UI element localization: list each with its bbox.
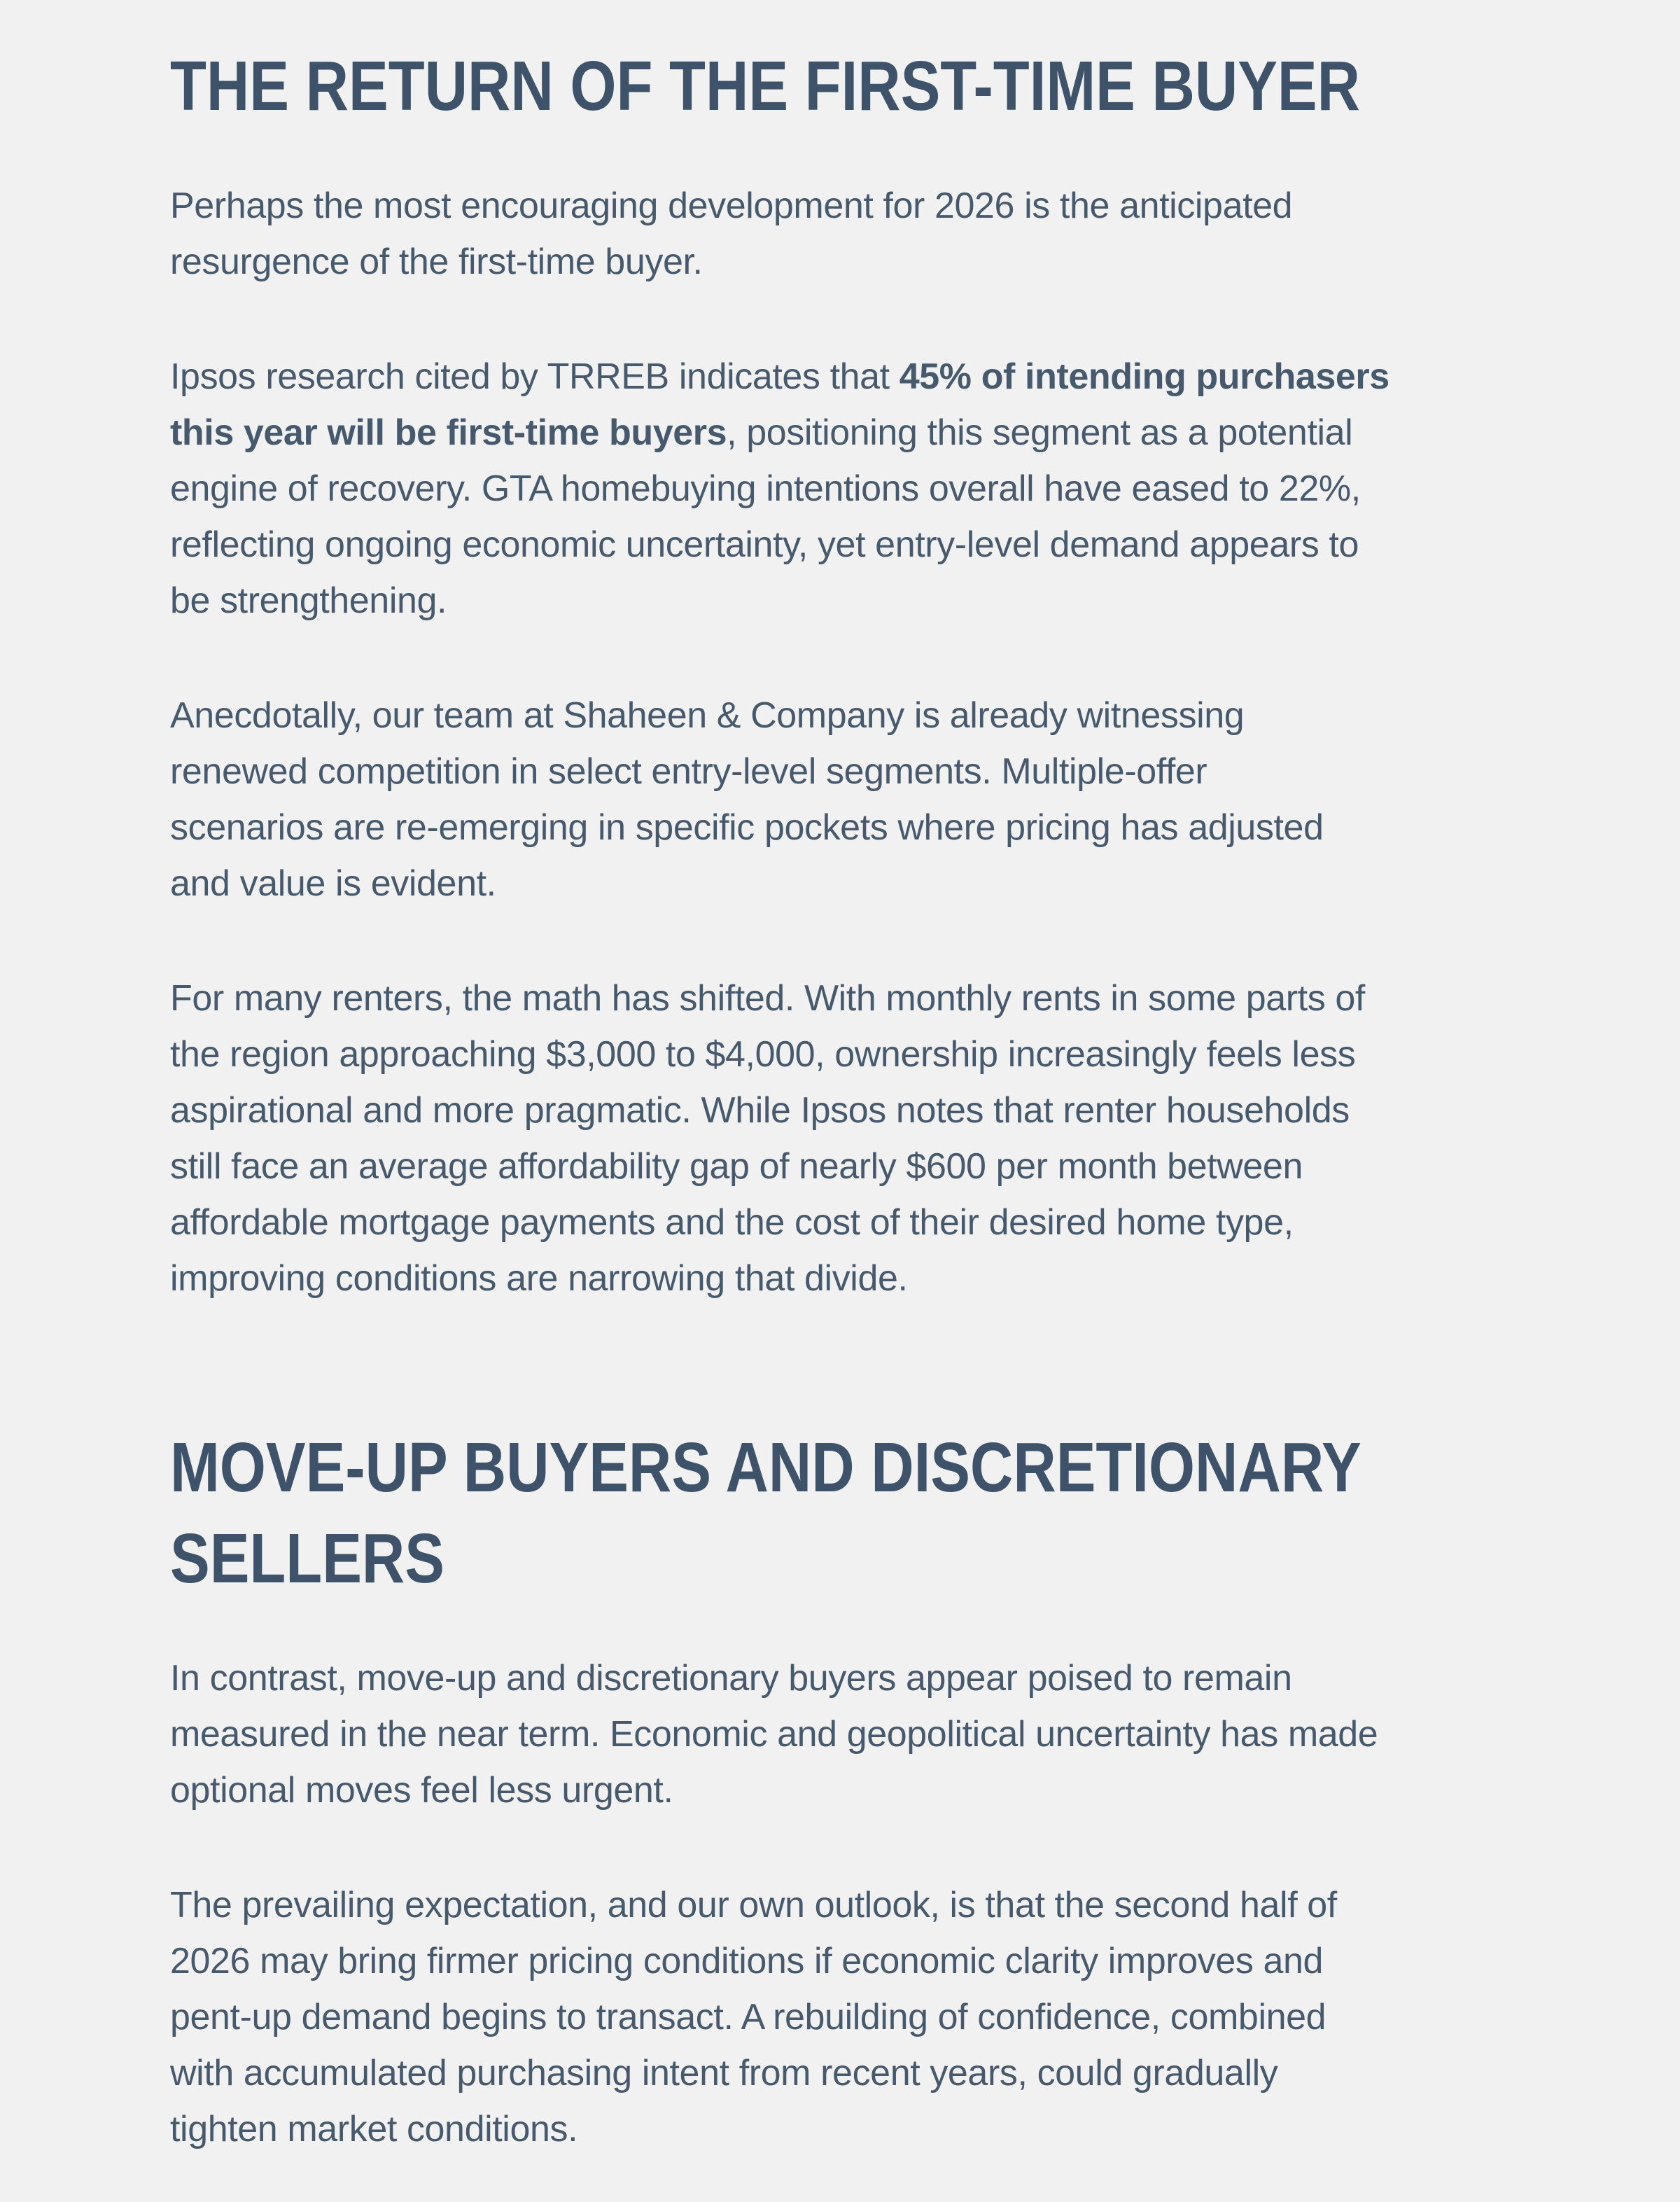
text-run: the region approaching $3,000 to $4,000, ownership increasingly feels less (170, 1034, 1356, 1075)
section-move-up-buyers (170, 1422, 1512, 2157)
text-run: pent-up demand begins to transact. A rebuilding of confidence, combined (170, 1997, 1326, 2037)
text-run: still face an average affordability gap of nearly $600 per month between (170, 1146, 1303, 1187)
text-line (170, 405, 1512, 461)
text-line (170, 517, 1512, 573)
text-run: For many renters, the math has shifted. With monthly rents in some parts of (170, 978, 1365, 1019)
text-line (170, 1706, 1512, 1762)
heading-line: MOVE-UP BUYERS AND DISCRETIONARY (170, 1428, 1362, 1507)
section-heading (170, 41, 1512, 132)
paragraph (170, 1877, 1512, 2157)
text-run: aspirational and more pragmatic. While Ipsos notes that renter households (170, 1090, 1350, 1131)
paragraph (170, 970, 1512, 1306)
text-run: resurgence of the first-time buyer. (170, 242, 703, 282)
text-line (170, 1194, 1512, 1250)
text-run: tighten market conditions. (170, 2109, 578, 2149)
heading-line: SELLERS (170, 1519, 445, 1598)
text-run-bold: this year will be first-time buyers (170, 412, 727, 453)
text-run-bold: 45% of intending purchasers (899, 356, 1390, 397)
text-line (170, 178, 1512, 234)
text-run: renewed competition in select entry-level segments. Multiple-offer (170, 751, 1208, 792)
text-line (170, 1933, 1512, 1989)
text-line (170, 461, 1512, 517)
text-line (170, 970, 1512, 1026)
text-run: Ipsos research cited by TRREB indicates that (170, 356, 899, 397)
text-line (170, 1026, 1512, 1082)
text-line (170, 1989, 1512, 2045)
text-line (170, 2101, 1512, 2157)
text-line (170, 1650, 1512, 1706)
text-run: optional moves feel less urgent. (170, 1770, 673, 1811)
text-line (170, 688, 1512, 744)
text-line (170, 744, 1512, 800)
text-run: Perhaps the most encouraging development for 2026 is the anticipated (170, 186, 1293, 226)
section-heading (170, 1422, 1512, 1604)
text-run: engine of recovery. GTA homebuying intentions overall have eased to 22%, (170, 468, 1361, 509)
text-run: 2026 may bring firmer pricing conditions if economic clarity improves and (170, 1941, 1324, 1981)
text-run: The prevailing expectation, and our own outlook, is that the second half of (170, 1885, 1337, 1925)
text-line (170, 234, 1512, 290)
text-line (170, 1762, 1512, 1818)
text-run: , positioning this segment as a potential (727, 412, 1353, 453)
text-line (170, 573, 1512, 629)
text-run: reflecting ongoing economic uncertainty, yet entry-level demand appears to (170, 524, 1359, 565)
paragraph (170, 349, 1512, 629)
text-run: and value is evident. (170, 863, 496, 904)
text-run: measured in the near term. Economic and geopolitical uncertainty has made (170, 1714, 1378, 1755)
text-run: be strengthening. (170, 580, 447, 621)
paragraph (170, 688, 1512, 912)
text-run: In contrast, move-up and discretionary buyers appear poised to remain (170, 1658, 1292, 1699)
text-line (170, 1877, 1512, 1933)
text-line (170, 349, 1512, 405)
text-run: with accumulated purchasing intent from recent years, could gradually (170, 2053, 1278, 2093)
text-line (170, 1250, 1512, 1306)
text-run: improving conditions are narrowing that divide. (170, 1258, 908, 1299)
text-line (170, 1082, 1512, 1138)
paragraph (170, 1650, 1512, 1818)
text-run: scenarios are re-emerging in specific pockets where pricing has adjusted (170, 807, 1324, 848)
text-line (170, 856, 1512, 912)
section-first-time-buyer (170, 41, 1512, 1306)
text-line (170, 2045, 1512, 2101)
text-run: affordable mortgage payments and the cost of their desired home type, (170, 1202, 1294, 1243)
text-run: Anecdotally, our team at Shaheen & Company is already witnessing (170, 695, 1245, 736)
text-line (170, 800, 1512, 856)
heading-line: THE RETURN OF THE FIRST-TIME BUYER (170, 47, 1360, 125)
text-line (170, 1138, 1512, 1194)
paragraph (170, 178, 1512, 290)
